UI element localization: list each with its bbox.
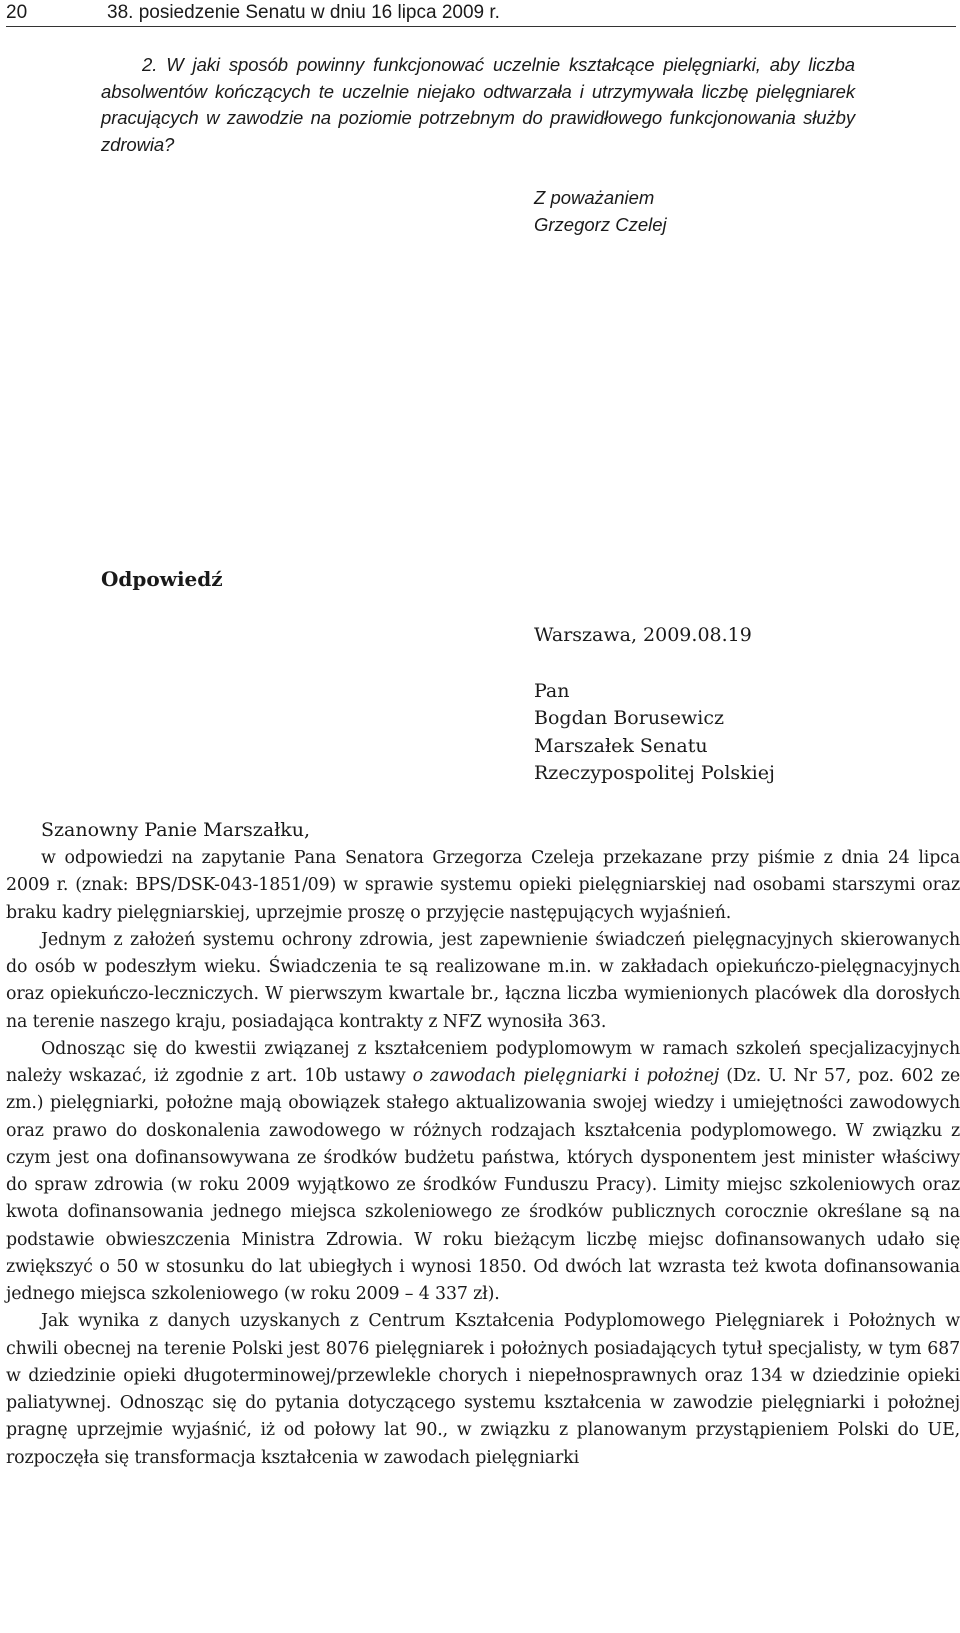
- header-title: 38. posiedzenie Senatu w dniu 16 lipca 2009 r.: [107, 2, 500, 23]
- recipient-line: Bogdan Borusewicz: [534, 707, 725, 730]
- paragraph-2: Jednym z założeń systemu ochrony zdrowia, jest zapewnienie świadczeń pielęgnacyjnych skierowanych do osób w podeszłym wieku. Świadczenia te są realizowane m.in. w zakładach opiekuńczo-pielęgnacyjnych oraz opiekuńczo-leczniczych. W pierwszym kwartale br., łączna liczba wymienionych placówek dla dorosłych na terenie naszego kraju, posiadająca kontrakty z NFZ wynosiła 363.: [6, 929, 960, 1032]
- signature-closing: Z poważaniem: [534, 187, 655, 208]
- recipient-line: Marszałek Senatu: [534, 734, 708, 757]
- signature-name: Grzegorz Czelej: [534, 214, 667, 235]
- act-title-italic: o zawodach pielęgniarki i położnej: [412, 1066, 720, 1086]
- salutation: Szanowny Panie Marszałku,: [41, 819, 311, 841]
- paragraph-1: w odpowiedzi na zapytanie Pana Senatora Grzegorza Czeleja przekazane przy piśmie z dnia 24 lipca 2009 r. (znak: BPS/DSK-043-1851/09) w sprawie systemu opieki pielęgniarskiej nad osobami starszymi oraz braku kadry pielęgniarskiej, uprzejmie proszę o przyjęcie następujących wyjaśnień.: [6, 848, 960, 923]
- question-text: 2. W jaki sposób powinny funkcjonować uczelnie kształcące pielęgniarki, aby liczba absolwentów kończących te uczelnie niejako odtwarzała i utrzymywała liczbę pielęgniarek pracujących w zawodzie na poziomie potrzebnym do prawidłowego funkcjonowania służby zdrowia?: [101, 54, 855, 155]
- letter-date: Warszawa, 2009.08.19: [534, 624, 752, 646]
- recipient-line: Rzeczypospolitej Polskiej: [534, 761, 775, 784]
- recipient-block: [534, 678, 775, 787]
- senator-question: [101, 52, 855, 158]
- page-number: 20: [6, 2, 28, 23]
- paragraph-3-text-start: Odnosząc się do kwestii związanej z kształceniem podyplomowym w ramach szkoleń specjalizacyjnych należy wskazać, iż zgodnie z art. 10b ustawy: [6, 1038, 960, 1086]
- paragraph-3: [6, 1036, 960, 1309]
- running-header: [6, 2, 956, 27]
- recipient-line: Pan: [534, 680, 570, 702]
- paragraph-3-text-end: (Dz. U. Nr 57, poz. 602 ze zm.) pielęgniarki, położne mają obowiązek stałego aktualizowania swojej wiedzy i umiejętności zawodowych oraz prawo do doskonalenia zawodowego w różnych rodzajach kształcenia podyplomowego. W związku z czym jest ona dofinansowywana ze środków budżetu państwa, których dysponentem jest minister właściwy do spraw zdrowia (w roku 2009 wyjątkowo ze środków Funduszu Pracy). Limity miejsc szkoleniowych oraz kwota dofinansowania jednego miejsca szkoleniowego ze środków publicznych corocznie określane są na podstawie obwieszczenia Ministra Zdrowia. W roku bieżącym liczbę miejsc dofinansowanych udało się zwiększyć o 50 w stosunku do lat ubiegłych i wynosi 1850. Od dwóch lat wzrasta też kwota dofinansowania jednego miejsca szkoleniowego (w roku 2009 – 4 337 zł).: [6, 1066, 960, 1304]
- answer-heading: Odpowiedź: [101, 567, 223, 591]
- letter-body: [6, 845, 960, 1472]
- paragraph-4: Jak wynika z danych uzyskanych z Centrum Kształcenia Podyplomowego Pielęgniarek i Położnych w chwili obecnej na terenie Polski jest 8076 pielęgniarek i położnych posiadających tytuł specjalisty, w tym 687 w dziedzinie opieki długoterminowej/przewlekle chorych i niepełnosprawnych oraz 134 w dziedzinie opieki paliatywnej. Odnosząc się do pytania dotyczącego systemu kształcenia w zawodzie pielęgniarki i położnej pragnę uprzejmie wyjaśnić, iż od połowy lat 90., w związku z planowanym przystąpieniem Polski do UE, rozpoczęła się transformacja kształcenia w zawodach pielęgniarki: [6, 1311, 960, 1468]
- signature-block: [534, 184, 667, 238]
